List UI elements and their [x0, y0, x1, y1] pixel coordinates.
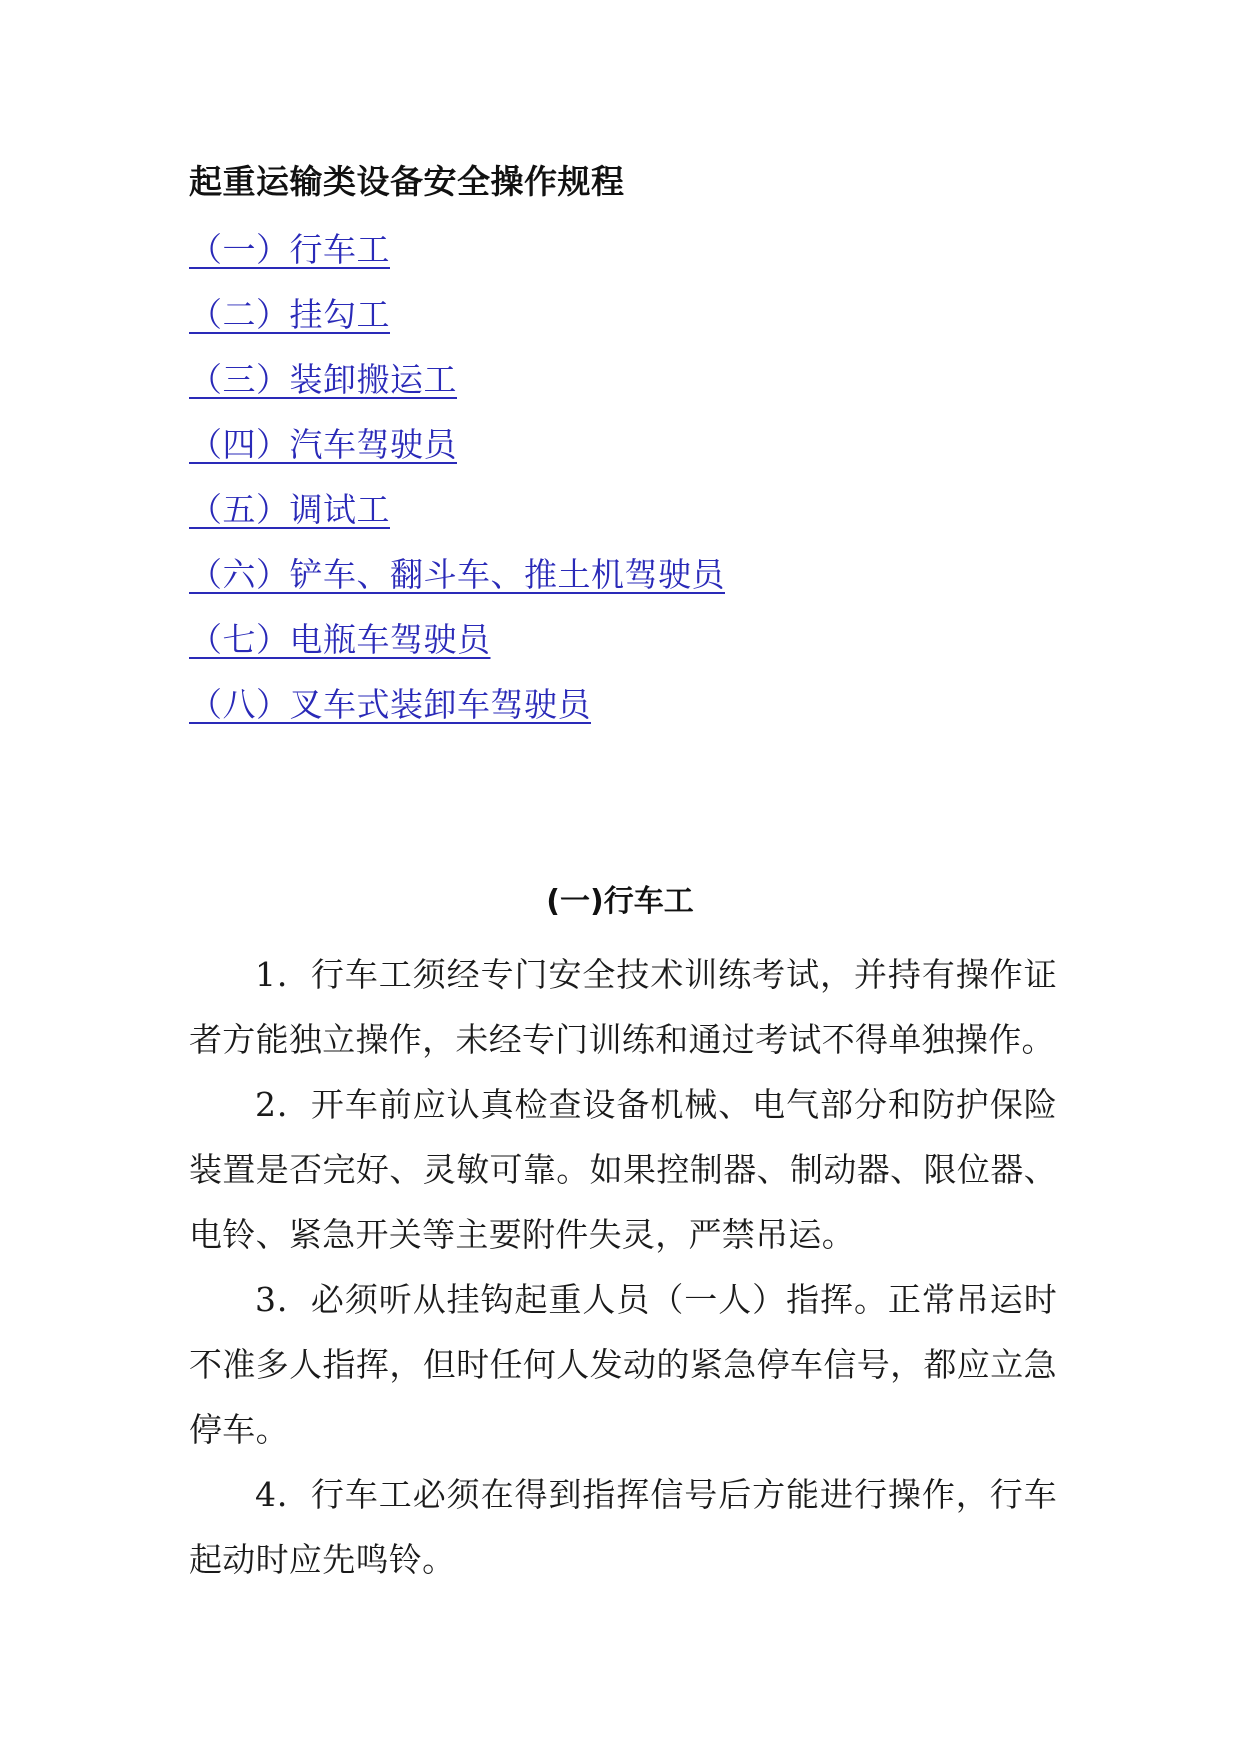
toc-item — [189, 553, 725, 618]
rule-paragraph-4: 4．行车工必须在得到指挥信号后方能进行操作，行车起动时应先鸣铃。 — [189, 1475, 1057, 1579]
toc-link-8[interactable]: （八）叉车式装卸车驾驶员 — [189, 685, 591, 724]
toc-item — [189, 683, 725, 748]
section-heading: (一)行车工 — [546, 884, 694, 919]
toc-link-5[interactable]: （五）调试工 — [189, 490, 390, 529]
rule-paragraph-2: 2．开车前应认真检查设备机械、电气部分和防护保险装置是否完好、灵敏可靠。如果控制器、制动器、限位器、电铃、紧急开关等主要附件失灵，严禁吊运。 — [189, 1085, 1057, 1254]
toc-item — [189, 293, 725, 358]
toc-item — [189, 228, 725, 293]
toc-item — [189, 618, 725, 683]
toc-link-7[interactable]: （七）电瓶车驾驶员 — [189, 620, 491, 659]
toc-link-1[interactable]: （一）行车工 — [189, 230, 390, 269]
toc-item — [189, 488, 725, 553]
section-body — [189, 942, 1057, 1592]
document-title: 起重运输类设备安全操作规程 — [189, 162, 625, 201]
rule-paragraph-1: 1．行车工须经专门安全技术训练考试，并持有操作证者方能独立操作，未经专门训练和通过考试不得单独操作。 — [189, 955, 1057, 1059]
toc-link-4[interactable]: （四）汽车驾驶员 — [189, 425, 457, 464]
toc-item — [189, 423, 725, 488]
toc-link-6[interactable]: （六）铲车、翻斗车、推土机驾驶员 — [189, 555, 725, 594]
toc-item — [189, 358, 725, 423]
toc-link-2[interactable]: （二）挂勾工 — [189, 295, 390, 334]
rule-paragraph-3: 3．必须听从挂钩起重人员（一人）指挥。正常吊运时不准多人指挥，但时任何人发动的紧急停车信号，都应立急停车。 — [189, 1280, 1057, 1449]
table-of-contents — [189, 228, 725, 748]
toc-link-3[interactable]: （三）装卸搬运工 — [189, 360, 457, 399]
